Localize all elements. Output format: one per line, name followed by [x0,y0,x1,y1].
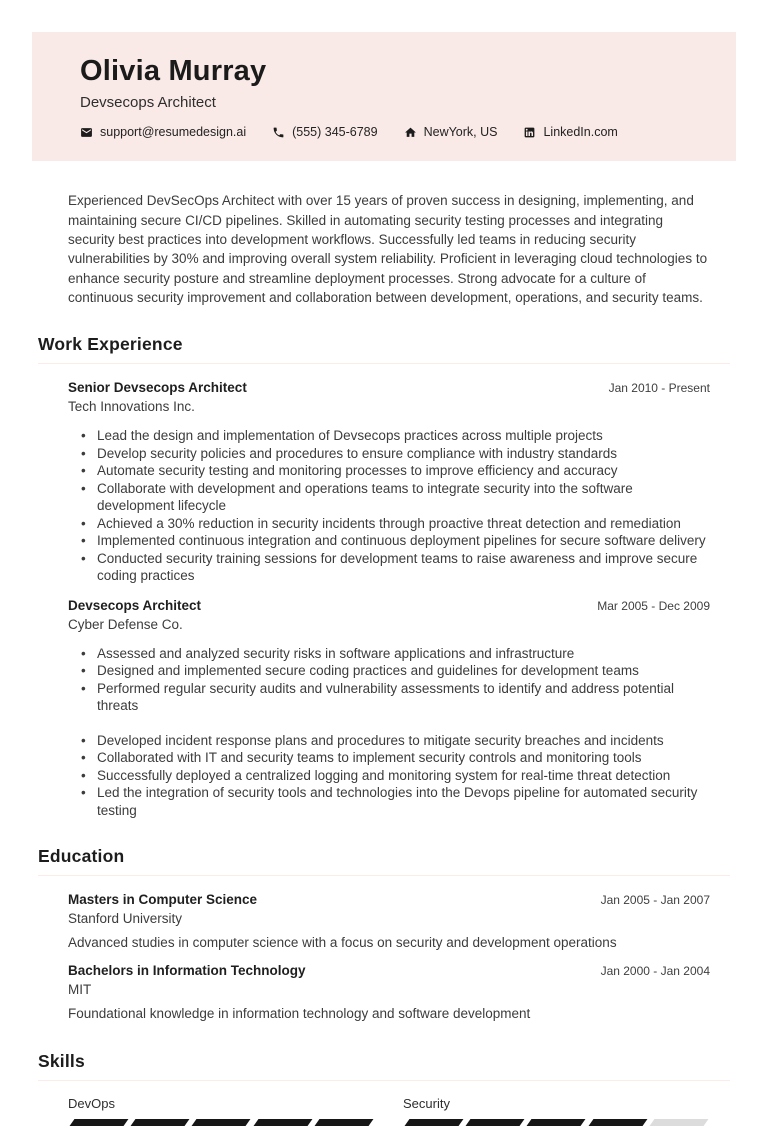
work-experience-heading: Work Experience [38,334,183,355]
resume-header [32,32,736,161]
contact-linkedin-text: LinkedIn.com [543,125,618,140]
education-dates: Jan 2000 - Jan 2004 [600,964,710,979]
skill-segment-filled [405,1119,464,1126]
job-header [68,598,710,613]
job-company: Tech Innovations Inc. [68,399,195,415]
job-bullet: • Conducted security training sessions for development teams to raise awareness and improve secure coding practices [68,550,710,585]
job-header [68,380,710,395]
education-dates: Jan 2005 - Jan 2007 [600,893,710,908]
skills-heading: Skills [38,1051,85,1072]
email-icon [80,126,93,139]
job-title: Devsecops Architect [68,597,202,613]
skill-segment-filled [131,1119,190,1126]
candidate-title: Devsecops Architect [80,94,216,112]
contact-location [404,125,498,139]
linkedin-icon [523,126,536,139]
contact-linkedin [523,125,617,139]
skill-segment-filled [192,1119,251,1126]
phone-icon [272,126,285,139]
skill-name: DevOps [68,1096,115,1112]
job-bullet: • Collaborated with IT and security teams to implement security controls and monitoring tools [68,749,710,767]
section-skills [32,1051,736,1126]
education-entry [32,876,736,950]
skill-segment-filled [527,1119,586,1126]
job-bullet: • Implemented continuous integration and continuous deployment pipelines for secure software delivery [68,532,710,550]
skill-segment-filled [70,1119,129,1126]
contact-location-text: NewYork, US [423,125,498,140]
education-header [68,963,710,978]
contact-row [80,125,712,139]
skill-level-bar [403,1119,710,1126]
education-entry [32,950,736,1021]
skill-segment-filled [588,1119,647,1126]
education-header [68,892,710,907]
education-school: MIT [68,982,92,998]
skill-level-bar [68,1119,375,1126]
job-entry [32,585,736,820]
home-icon [404,126,417,139]
skill-segment-empty [649,1119,708,1126]
job-title: Senior Devsecops Architect [68,380,247,396]
section-work-experience [32,334,736,819]
skill-segment-filled [253,1119,312,1126]
job-bullet: • Designed and implemented secure coding practices and guidelines for development teams [68,662,710,680]
contact-phone [272,125,377,139]
skills-grid [32,1081,736,1126]
skill-segment-filled [314,1119,373,1126]
job-bullet-list [68,427,710,585]
job-bullet: • Achieved a 30% reduction in security incidents through proactive threat detection and remediation [68,515,710,533]
job-entry [32,364,736,585]
section-education [32,846,736,1021]
skill-name: Security [403,1096,450,1112]
resume-body [0,191,768,1126]
job-bullet: • Led the integration of security tools and technologies into the Devops pipeline for automated security testing [68,784,710,819]
summary-text: Experienced DevSecOps Architect with over 15 years of proven success in designing, implementing, and maintaining secure CI/CD pipelines. Skilled in automating security testing processes and integrating security best practices into development workflows. Successfully led teams in reducing security vulnerabilities by 30% and improving overall system reliability. Proficient in leveraging cloud technologies to enhance security posture and streamline deployment processes. Strong advocate for a culture of continuous security improvement and collaboration between development, operations, and security teams. [68,193,708,305]
education-description: Advanced studies in computer science with a focus on security and development operations [68,935,617,951]
job-dates: Jan 2010 - Present [608,381,710,396]
education-degree: Bachelors in Information Technology [68,963,306,979]
job-bullet: • Develop security policies and procedures to ensure compliance with industry standards [68,445,710,463]
job-bullet: • Developed incident response plans and procedures to mitigate security breaches and incidents [68,732,710,750]
education-description: Foundational knowledge in information technology and software development [68,1006,531,1022]
skill-segment-filled [466,1119,525,1126]
job-bullet: • Automate security testing and monitoring processes to improve efficiency and accuracy [68,462,710,480]
contact-email-text: support@resumedesign.ai [100,125,247,140]
job-bullet: • Lead the design and implementation of Devsecops practices across multiple projects [68,427,710,445]
job-bullet: • Performed regular security audits and vulnerability assessments to identify and address potential threats [68,680,710,715]
job-bullet: • Successfully deployed a centralized logging and monitoring system for real-time threat detection [68,767,710,785]
education-heading: Education [38,846,125,867]
job-bullet-list [68,645,710,820]
resume-page [0,32,768,1110]
job-dates: Mar 2005 - Dec 2009 [597,598,710,613]
job-company: Cyber Defense Co. [68,616,183,632]
skill-item [403,1096,710,1126]
job-bullet: • Collaborate with development and operations teams to integrate security into the software development lifecycle [68,480,710,515]
skill-item [68,1096,375,1126]
job-bullet: • Assessed and analyzed security risks in software applications and infrastructure [68,645,710,663]
education-school: Stanford University [68,911,183,927]
education-degree: Masters in Computer Science [68,892,258,908]
contact-phone-text: (555) 345-6789 [292,125,378,140]
contact-email [80,125,246,139]
candidate-name: Olivia Murray [80,55,267,87]
